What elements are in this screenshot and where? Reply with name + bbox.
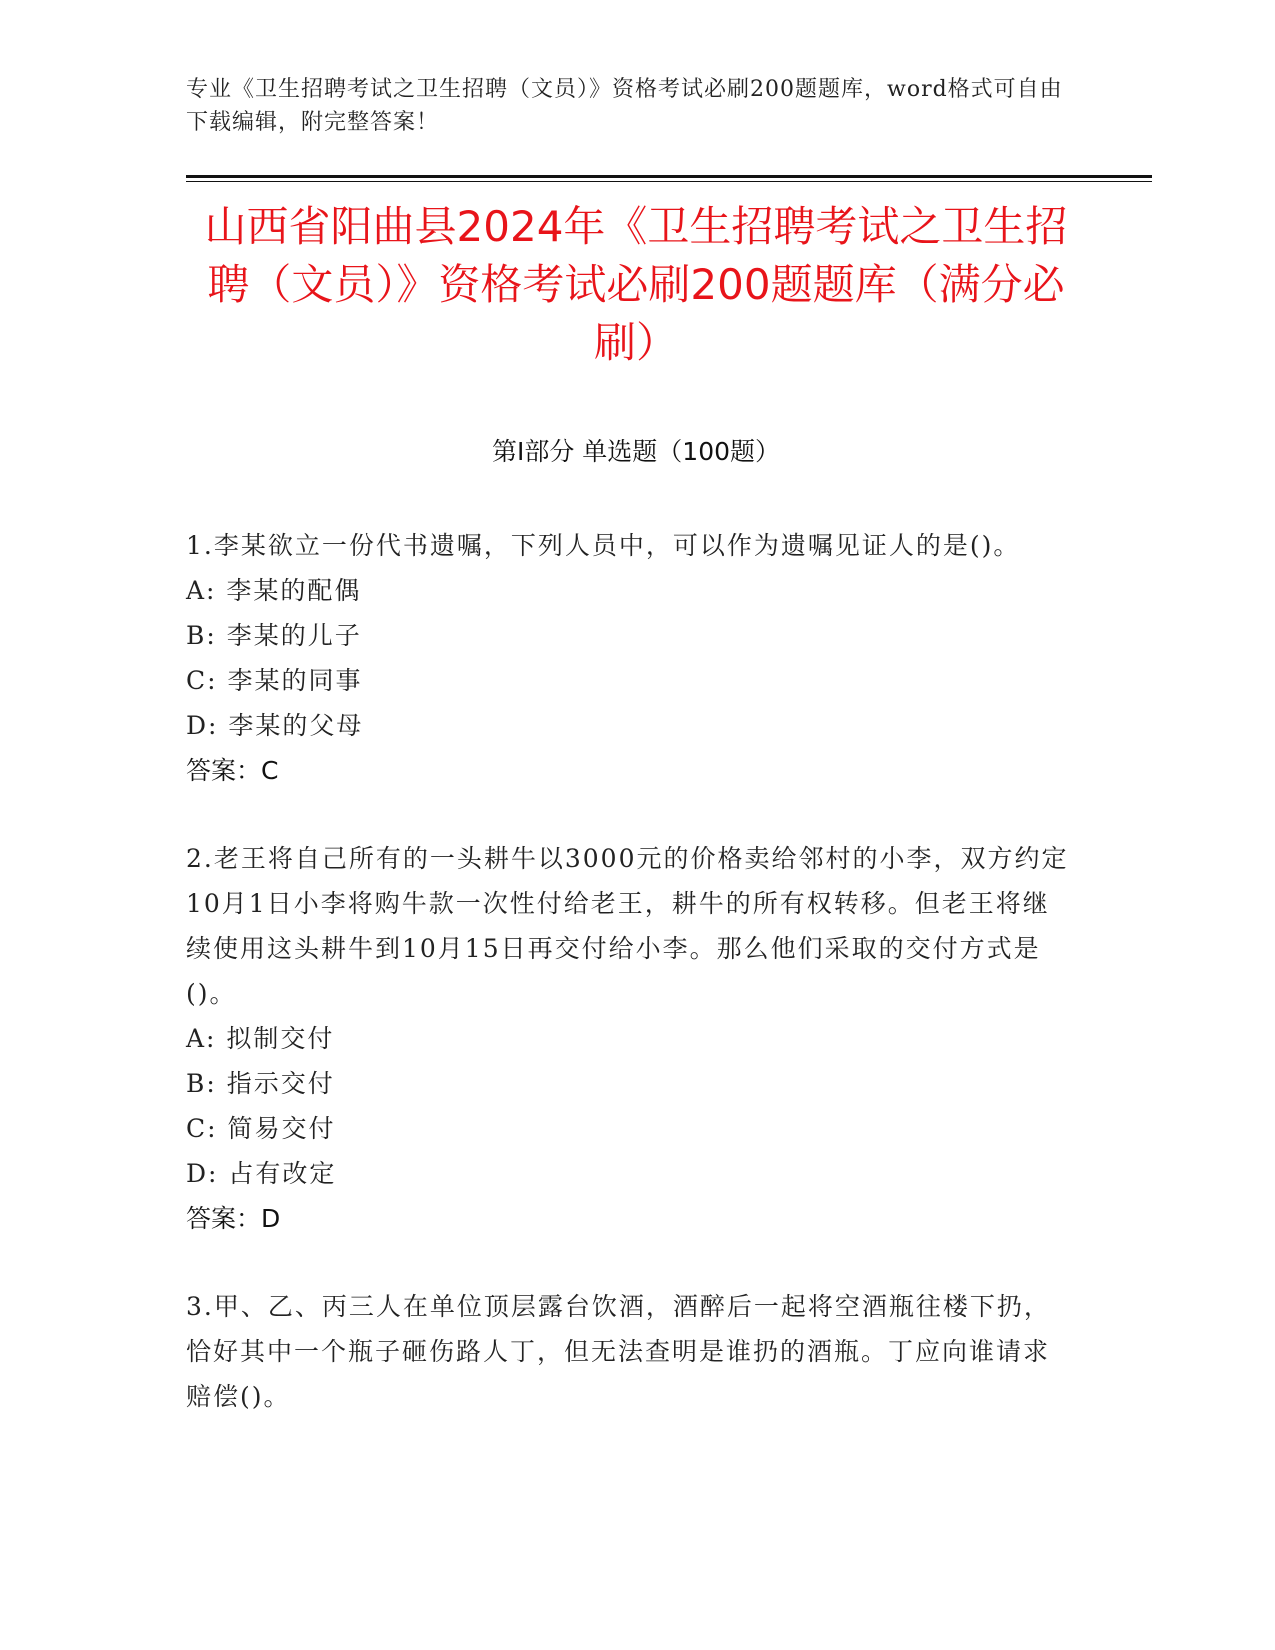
option-b: B: 李某的儿子 — [186, 621, 362, 650]
option-a: A: 拟制交付 — [186, 1024, 335, 1053]
header-note: 专业《卫生招聘考试之卫生招聘（文员）》资格考试必刷200题题库，word格式可自由下载编辑，附完整答案！ — [186, 77, 1063, 135]
option-a: A: 李某的配偶 — [186, 576, 362, 605]
option-d: D: 占有改定 — [186, 1159, 337, 1188]
option-c: C: 简易交付 — [186, 1114, 336, 1143]
question-2 — [186, 836, 1076, 1241]
question-1 — [186, 523, 1076, 793]
question-3 — [186, 1284, 1076, 1419]
option-c: C: 李某的同事 — [186, 666, 363, 695]
question-stem: 1.李某欲立一份代书遗嘱，下列人员中，可以作为遗嘱见证人的是()。 — [186, 531, 1021, 560]
option-b: B: 指示交付 — [186, 1069, 335, 1098]
header-divider-thin — [186, 181, 1152, 182]
question-stem: 3.甲、乙、丙三人在单位顶层露台饮酒，酒醉后一起将空酒瓶往楼下扔，恰好其中一个瓶子砸伤路人丁，但无法查明是谁扔的酒瓶。丁应向谁请求赔偿()。 — [186, 1292, 1051, 1411]
section-heading: 第I部分 单选题（100题） — [491, 437, 781, 466]
answer: 答案：D — [186, 1204, 281, 1233]
option-d: D: 李某的父母 — [186, 711, 364, 740]
header-divider-thick — [186, 175, 1152, 178]
answer: 答案：C — [186, 756, 279, 785]
question-list — [186, 523, 1076, 1462]
question-stem: 2.老王将自己所有的一头耕牛以3000元的价格卖给邻村的小李，双方约定10月1日小李将购牛款一次性付给老王，耕牛的所有权转移。但老王将继续使用这头耕牛到10月15日再交付给小李。那么他们采取的交付方式是()。 — [186, 844, 1069, 1008]
document-title: 山西省阳曲县2024年《卫生招聘考试之卫生招聘（文员）》资格考试必刷200题题库（满分必刷） — [204, 202, 1068, 367]
